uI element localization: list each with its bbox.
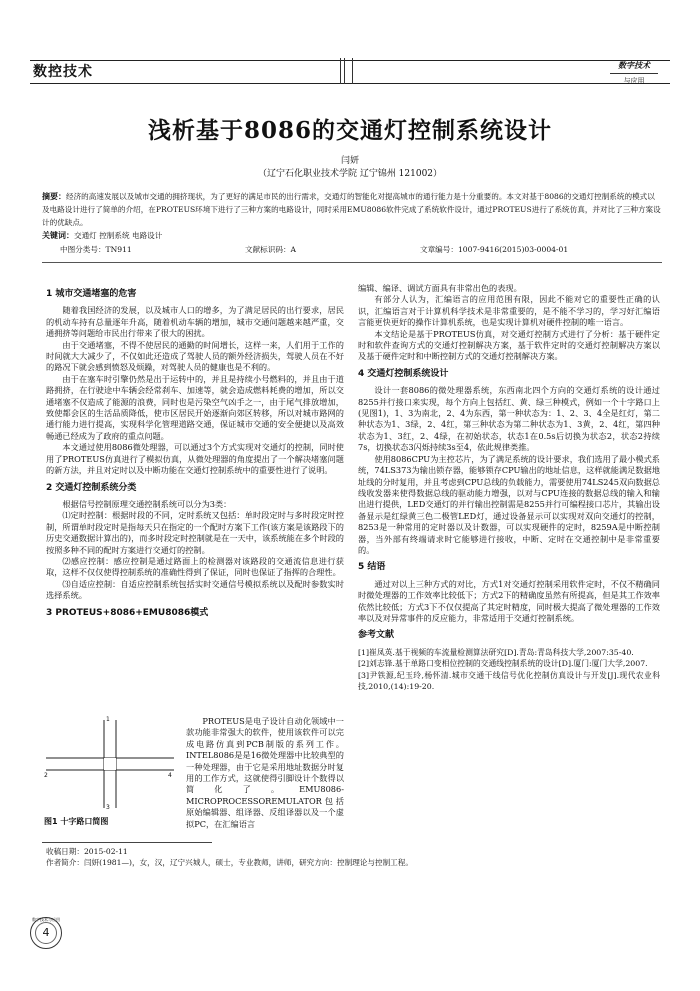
figure-label-2: 2 (44, 772, 48, 779)
figure-1-intersection (42, 714, 178, 814)
left-paragraph: ⑶自适应控制：自适应控制系统包括实时交通信号模拟系统以及配时参数实时选择系统。 (46, 578, 344, 601)
affiliation: （辽宁石化职业技术学院 辽宁锦州 121002） (257, 169, 443, 179)
abstract-rule (42, 262, 662, 263)
heading-4: 4 交通灯控制系统设计 (358, 368, 449, 379)
figure-side-text (186, 716, 344, 830)
abstract-text: 经济的高速发展以及城市交通的拥挤现状，为了更好的满足市民的出行需求，交通灯的智能化对提高城市的通行能力是十分重要的。本文对基于8086的交通灯控制系统的模式以及电路设计进行了简单的介绍，在PROTEUS环境下进行了三种方案的电路设计，同时采用EMU8086软件完成了系统软件设计，通过PROTEUS进行了系统仿真，并对比了三种方案设计的优缺点。 (42, 192, 661, 227)
clc-number: 中图分类号：TN911 (60, 245, 132, 254)
figure-label-3: 3 (106, 804, 110, 811)
author-bio: 作者简介：闫妍(1981—)，女，汉，辽宁兴城人，硕士，专业教师，讲师，研究方向：控制理论与控制工程。 (46, 858, 413, 867)
keywords: 交通灯 控制系统 电路设计 (74, 231, 163, 240)
right-column (358, 283, 660, 692)
heading-3: 3 PROTEUS+8086+EMU8086模式 (46, 607, 209, 618)
section-name: 数控技术 (33, 64, 93, 80)
figure-label-1: 1 (106, 716, 110, 723)
left-paragraph: 本文通过使用8086微处理器，可以通过3个方式实现对交通灯的控制，同时使用了PROTEUS仿真进行了模拟仿真，从微处理器的角度提出了一个解决堵塞问题的新方法，并且对定时以及中断功能在交通灯控制系统中的重要性进行了说明。 (46, 442, 344, 476)
left-column (46, 283, 344, 624)
references-heading: 参考文献 (358, 630, 395, 641)
heading-1: 1 城市交通堵塞的危害 (46, 289, 137, 299)
keywords-label: 关键词： (42, 231, 74, 240)
logo-line2: 与应用 (610, 73, 658, 86)
journal-logo (604, 56, 664, 86)
header-separator (340, 58, 354, 84)
proteus-paragraph: PROTEUS是电子设计自动化领域中一款功能非常强大的软件，使用该软件可以完成电路仿真到PCB制版的系列工作。INTEL8086是是16微处理器中比较典型的一种处理器，由于它是采用地址数据分时复用的工作方式，这就使得引脚设计个数得以简化了。EMU8086-MICROPROCESSOREMULATOR包括原始编辑器、组译器、反组译器以及一个虚拟PC，在汇编语言 (186, 716, 344, 829)
figure-caption: 图1 十字路口简图 (44, 817, 109, 826)
left-paragraph: 随着我国经济的发展，以及城市人口的增多，为了满足居民的出行要求，居民的机动车持有总量逐年升高，随着机动车辆的增加，城市交通问题越来越严重，交通拥挤等问题给市民出行带来了很大的困扰。 (46, 305, 344, 339)
intersection-diagram (42, 714, 178, 814)
left-paragraph: ⑵感应控制：感应控制是通过路面上的检测器对该路段的交通流信息进行获取，这样不仅仅使得控制系统的准确性得到了保证，同时也保证了指挥的合理性。 (46, 555, 344, 578)
footnote (46, 846, 666, 868)
intersection-center (104, 758, 116, 770)
footnote-rule (42, 842, 212, 843)
reference-item: [2]刘志锋.基于单路口变相位控制的交通线控制系统的设计[D].厦门:厦门大学,2007. (358, 659, 648, 669)
logo-line1: 数字技术 (618, 60, 650, 70)
left-paragraph: 根据信号控制原理交通控制系统可以分为3类： (62, 498, 232, 509)
heading-5: 5 结语 (358, 562, 386, 573)
right-paragraph: 编辑、编译、调试方面具有非常出色的表现。 (358, 283, 522, 293)
received-date: 收稿日期：2015-02-11 (46, 847, 128, 856)
page-number: 4 (35, 922, 57, 944)
right-paragraph: 通过对以上三种方式的对比，方式1对交通灯控制采用软件定时，不仅不精确同时微处理器的工作效率比较低下；方式2下的精确度虽然有所提高，但是其工作效率依然比较低；方式3下不仅仅提高了其定时精度，同时极大提高了微处理器的工作效率以及对异常事件的反应能力，非常适用于交通灯控制系统。 (358, 578, 660, 623)
reference-item: [1]崔凤英.基于视频的车流量检测算法研究[D].青岛:青岛科技大学,2007:35-40. (358, 647, 634, 657)
left-paragraph: 由于交通堵塞，不得不使居民的通勤的时间增长，这样一来，人们用于工作的时间就大大减少了，不仅如此还造成了驾驶人员的额外经济损失，驾驶人员在不好的路况下就会感到愤怒及烦躁，对驾驶人员的健康也是不利的。 (46, 339, 344, 373)
author: 闫妍 (340, 156, 359, 166)
paper-title: 浅析基于8086的交通灯控制系统设计 (147, 117, 552, 144)
right-paragraph: 使用8086CPU为主控芯片，为了满足系统的设计要求，我们选用了最小模式系统，74LS373为输出锁存器，能够锁存CPU输出的地址信息，这样就能满足数据地址线的分时复用，并且考虑到CPU总线的负载能力，需要使用74LS245双向数据总线收发器来使得数据总线的驱动能力增强，以对与CPU连接的数据总线的输入和输出进行提供，LED交通灯的并行输出控制需是8255并行可编程接口芯片，其输出设备显示是红绿黄三色二极管LED灯，通过设备显示可以实现对双向交通灯的控制，8253是一种常用的定时器以及计数器，可以实现硬件的定时，8259A是中断控制器，当外部有终端请求时它能够进行接收，中断、定时在交通控制中是非常重要的。 (358, 453, 660, 555)
page-number-badge (30, 917, 62, 949)
right-paragraph: 设计一套8086的微处理器系统，东西南北四个方向的交通灯系统的设计通过8255并行接口来实现，每个方向上包括红、黄、绿三种模式，例如一个十字路口上(见图1)，1、3为南北，2、4为东西，第一种状态为：1、2、3、4全是红灯，第二种状态为1、3绿，2、4红，第三种状态为第二种状态为1、3黄，2、4红，第四种状态为1、3红，2、4绿，在初始状态，状态1在0.5s后切换为状态2，状态2持续7s，切换状态3闪烁持续3s至4，依此规律类推。 (358, 385, 660, 453)
reference-item: [3]尹铁源,纪玉玲,杨怀清.城市交通干线信号优化控制仿真设计与开发[J].现代农业科技,2010,(14):19-20. (358, 670, 660, 691)
badge-journal-text: 数字技术与应用 (32, 917, 60, 922)
right-paragraph: 本文结论是基于PROTEUS仿真，对交通灯控制方式进行了分析：基于硬件定时和软件查询方式的交通灯控制解决方案，基于软件定时的交通灯控制解决方案以及基于硬件定时和中断控制方式的交通灯控制解决方案。 (358, 328, 660, 362)
left-paragraph: 由于在塞车时引擎仍然是出于运转中的，并且是持续小号燃料的，并且由于道路拥挤，在行驶途中车辆会经常刹车、加速等，就会造成燃料耗费的增加，所以交通堵塞不仅造成了能源的浪费，同时也是污染空气凶手之一，由于尾气排放增加，致使都会区的生活品质降低，使市区居民开始逐渐向郊区转移，所以对城市路网的通行能力进行提高，实现科学化管理道路交通，保证城市交通的安全便捷以及高效畅通已经成为了政府的重点问题。 (46, 373, 344, 441)
right-paragraph: 有部分人认为，汇编语言的应用范围有限，因此不能对它的重要性正确的认识，汇编语言对于计算机科学技术是非常重要的，是不能不学习的，学习好汇编语言能更快更好的操作计算机系统，也是实现计算机对硬件控制的唯一语言。 (358, 294, 660, 328)
abstract (42, 190, 662, 242)
abstract-label: 摘要： (42, 192, 66, 201)
article-number: 文章编号：1007-9416(2015)03-0004-01 (420, 245, 569, 254)
heading-2: 2 交通灯控制系统分类 (46, 482, 137, 493)
left-paragraph: ⑴定时控制：根据时段的不同，定时系统又包括：单时段定时与多时段定时控制，所谓单时段定时是指每天只在指定的一个配时方案下工作(该方案是该路段下的历史交通数据计算出的)，而多时段定时控制就是在一天中，该系统能在多个时段的按照多种不同的配时方案进行交通灯的控制。 (46, 510, 344, 555)
figure-label-4: 4 (168, 772, 172, 779)
document-code: 文献标识码：A (245, 245, 297, 254)
